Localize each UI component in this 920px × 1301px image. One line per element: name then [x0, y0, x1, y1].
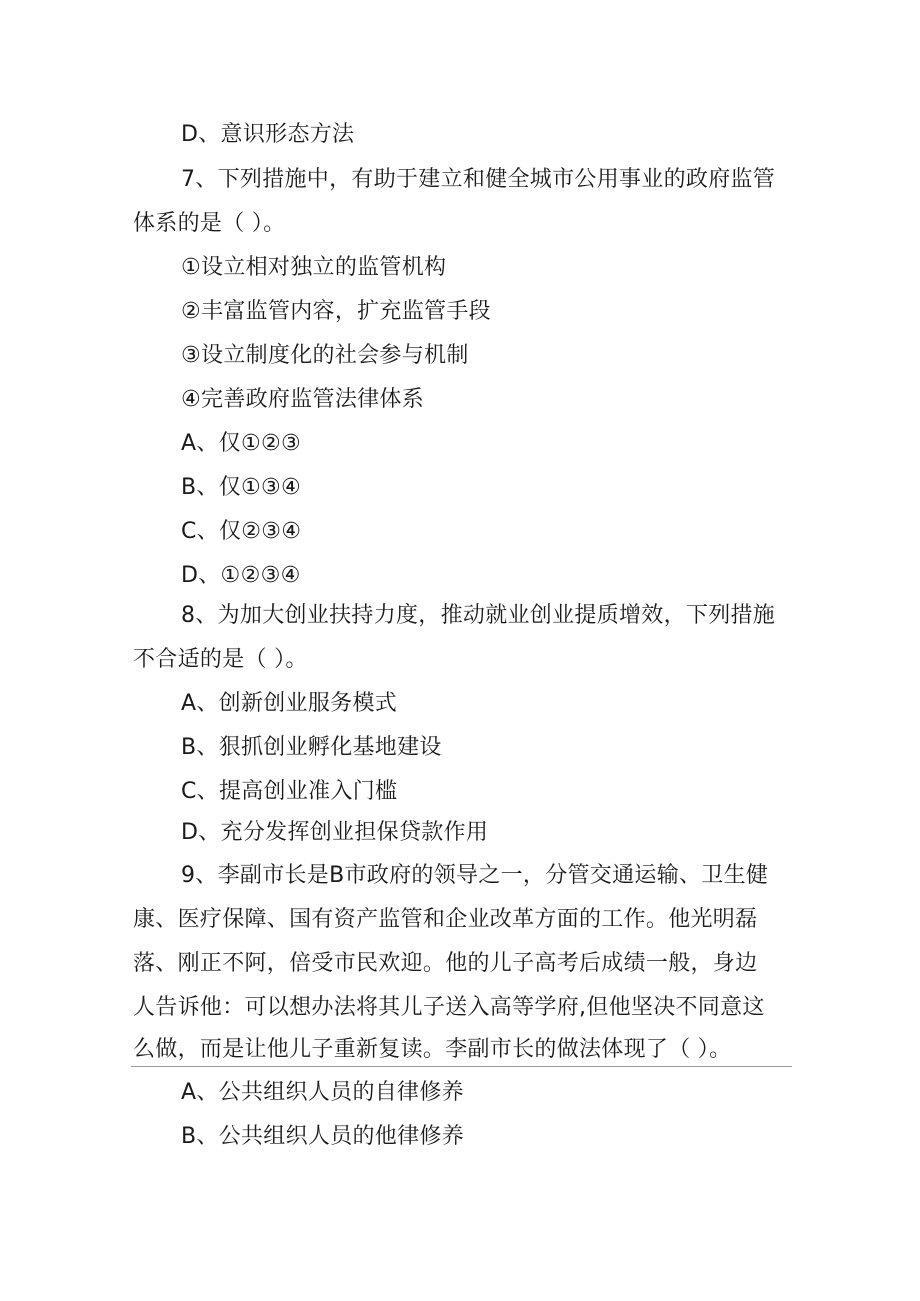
- q7-option-a: A、仅①②③: [181, 431, 302, 456]
- q9-stem-line-4: 人告诉他：可以想办法将其儿子送入高等学府,但他坚决不同意这: [133, 995, 765, 1020]
- q7-statement-4: ④完善政府监管法律体系: [181, 387, 425, 412]
- q9-option-a: A、公共组织人员的自律修养: [181, 1080, 464, 1105]
- q9-option-b: B、公共组织人员的他律修养: [181, 1124, 464, 1149]
- q9-stem-line-2: 康、医疗保障、国有资产监管和企业改革方面的工作。他光明磊: [133, 907, 758, 932]
- q7-stem-line-2: 体系的是（ ）。: [133, 211, 286, 236]
- q7-statement-3: ③设立制度化的社会参与机制: [181, 343, 469, 368]
- q9-stem-line-3: 落、刚正不阿，倍受市民欢迎。他的儿子高考后成绩一般，身边: [133, 951, 758, 976]
- q6-option-d: D、意识形态方法: [181, 122, 355, 147]
- q7-option-d: D、①②③④: [181, 563, 301, 588]
- horizontal-divider: [131, 1066, 792, 1067]
- q7-option-c: C、仅②③④: [181, 519, 302, 544]
- q7-stem-line-1: 7、下列措施中，有助于建立和健全城市公用事业的政府监管: [181, 167, 776, 192]
- q7-statement-2: ②丰富监管内容，扩充监管手段: [181, 299, 491, 324]
- q8-stem-line-1: 8、为加大创业扶持力度，推动就业创业提质增效，下列措施: [181, 603, 776, 628]
- q7-statement-1: ①设立相对独立的监管机构: [181, 255, 447, 280]
- q8-option-a: A、创新创业服务模式: [181, 691, 398, 716]
- q8-option-c: C、提高创业准入门槛: [181, 779, 398, 804]
- q8-stem-line-2: 不合适的是（ ）。: [133, 647, 308, 672]
- q8-option-b: B、狠抓创业孵化基地建设: [181, 735, 442, 760]
- q9-stem-line-5: 么做，而是让他儿子重新复读。李副市长的做法体现了（ ）。: [133, 1037, 732, 1062]
- q8-option-d: D、充分发挥创业担保贷款作用: [181, 820, 489, 845]
- q7-option-b: B、仅①③④: [181, 475, 302, 500]
- q9-stem-line-1: 9、李副市长是B市政府的领导之一，分管交通运输、卫生健: [181, 863, 769, 888]
